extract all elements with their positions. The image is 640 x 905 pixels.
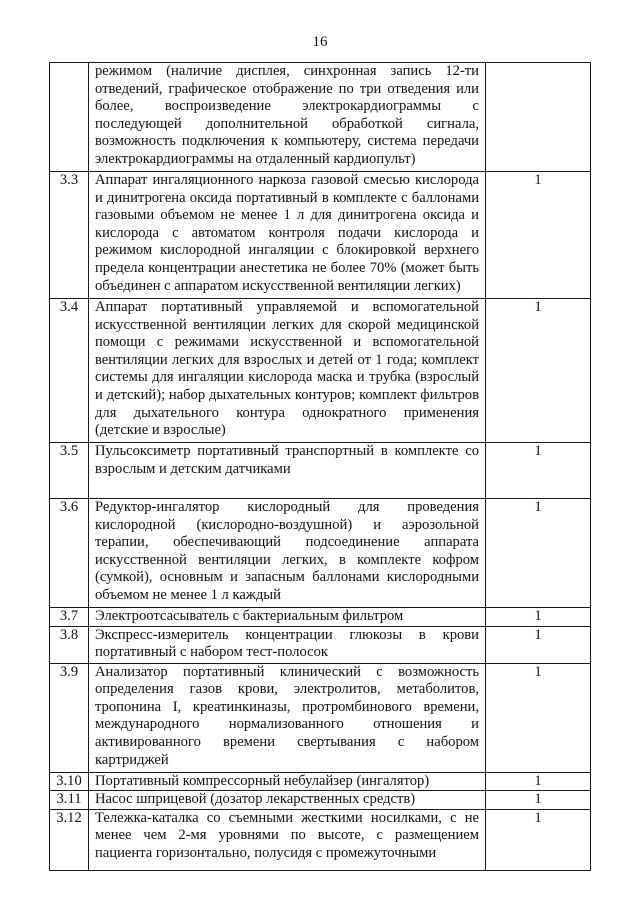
table-row xyxy=(50,63,591,172)
item-number: 3.3 xyxy=(50,172,89,299)
item-description: Насос шприцевой (дозатор лекарственных средств) xyxy=(89,791,486,810)
table-row xyxy=(50,172,591,299)
item-quantity xyxy=(486,63,591,172)
item-quantity: 1 xyxy=(486,172,591,299)
table-row xyxy=(50,772,591,791)
item-description: Аппарат портативный управляемой и вспомогательной искусственной вентиляции легких для скорой медицинской помощи с режимами искусственной и вспомогательной вентиляции легких для взрослых и детей от 1 года; комплект системы для ингаляции кислорода маска и трубка (взрослый и детский); набор дыхательных контуров; комплект фильтров для дыхательного контура однократного применения (детские и взрослые) xyxy=(89,299,486,443)
item-description: Экспресс-измеритель концентрации глюкозы в крови портативный с набором тест-полосок xyxy=(89,626,486,663)
table-row xyxy=(50,299,591,443)
item-quantity: 1 xyxy=(486,772,591,791)
table-row xyxy=(50,499,591,608)
item-description: Редуктор-ингалятор кислородный для проведения кислородной (кислородно-воздушной) и аэрозольной терапии, обеспечивающий подсоединение аппарата искусственной вентиляции легких, в комплекте кофром (сумкой), основным и запасным баллонами кислородными объемом не менее 1 л каждый xyxy=(89,499,486,608)
item-number: 3.12 xyxy=(50,809,89,870)
item-quantity: 1 xyxy=(486,791,591,810)
item-quantity: 1 xyxy=(486,663,591,772)
item-description: режимом (наличие дисплея, синхронная запись 12-ти отведений, графическое отображение по три отведения или более, воспроизведение электрокардиограммы с последующей дополнительной обработкой сигнала, возможность подключения к компьютеру, система передачи электрокардиограммы на отдаленный кардиопульт) xyxy=(89,63,486,172)
item-description: Анализатор портативный клинический с возможность определения газов крови, электролитов, метаболитов, тропонина I, креатинкиназы, протромбинового времени, международного нормализованного отношения и активированного времени свертывания с набором картриджей xyxy=(89,663,486,772)
table-row xyxy=(50,608,591,627)
table-row xyxy=(50,443,591,499)
item-description: Аппарат ингаляционного наркоза газовой смесью кислорода и динитрогена оксида портативный в комплекте с баллонами газовыми объемом не менее 1 л для динитрогена оксида и кислорода с автоматом контроля подачи кислорода и режимом кислородной ингаляции с блокировкой верхнего предела концентрации анестетика не более 70% (может быть объединен с аппаратом искусственной вентиляции легких) xyxy=(89,172,486,299)
item-number: 3.8 xyxy=(50,626,89,663)
item-quantity: 1 xyxy=(486,809,591,870)
table-row xyxy=(50,663,591,772)
item-quantity: 1 xyxy=(486,299,591,443)
item-quantity: 1 xyxy=(486,626,591,663)
item-number: 3.11 xyxy=(50,791,89,810)
table-row xyxy=(50,809,591,870)
item-description: Электроотсасыватель с бактериальным фильтром xyxy=(89,608,486,627)
item-number: 3.4 xyxy=(50,299,89,443)
item-number: 3.10 xyxy=(50,772,89,791)
item-description: Тележка-каталка со съемными жесткими носилками, с не менее чем 2-мя уровнями по высоте, с размещением пациента горизонтально, полусидя с промежуточными xyxy=(89,809,486,870)
table-row xyxy=(50,791,591,810)
item-description: Портативный компрессорный небулайзер (ингалятор) xyxy=(89,772,486,791)
item-quantity: 1 xyxy=(486,443,591,499)
page-number: 16 xyxy=(312,34,328,50)
item-number: 3.9 xyxy=(50,663,89,772)
item-number: 3.6 xyxy=(50,499,89,608)
table-row xyxy=(50,626,591,663)
item-quantity: 1 xyxy=(486,499,591,608)
item-description: Пульсоксиметр портативный транспортный в комплекте со взрослым и детским датчиками xyxy=(89,443,486,499)
item-number xyxy=(50,63,89,172)
item-number: 3.7 xyxy=(50,608,89,627)
item-quantity: 1 xyxy=(486,608,591,627)
item-number: 3.5 xyxy=(50,443,89,499)
equipment-table xyxy=(49,62,591,871)
